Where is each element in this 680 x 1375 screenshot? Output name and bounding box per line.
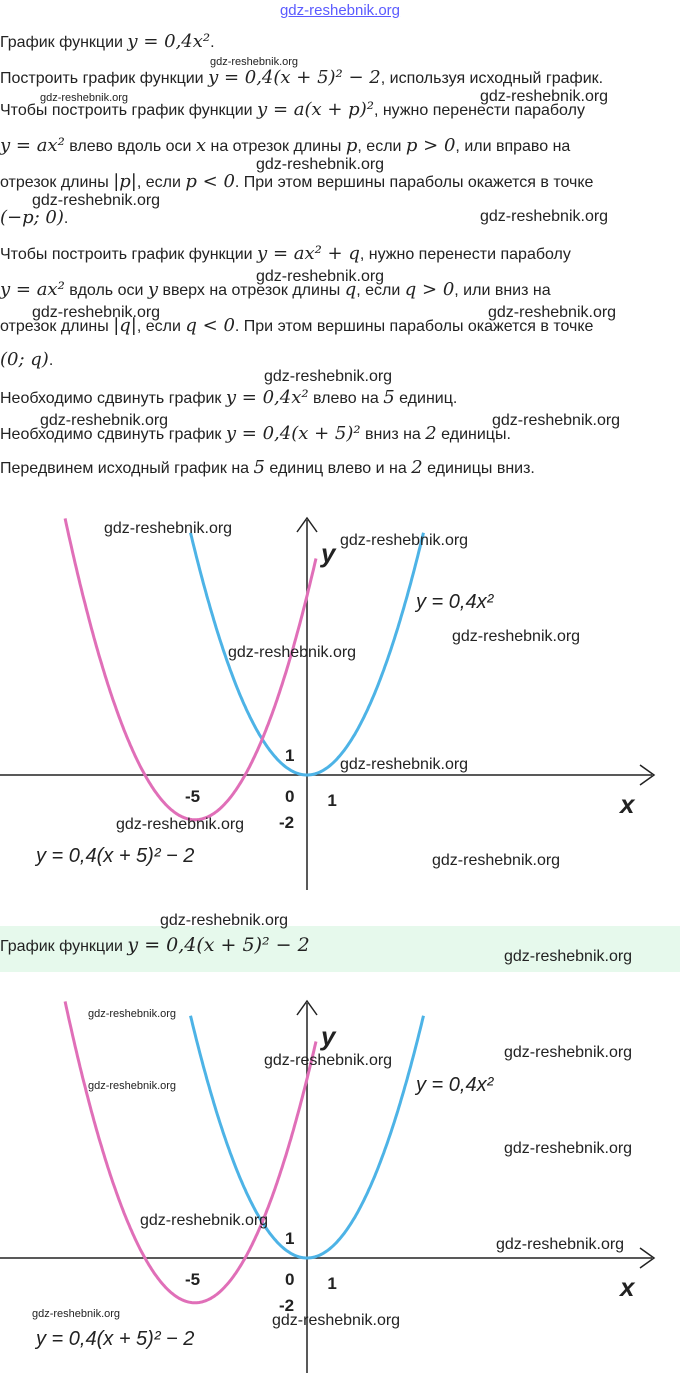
formula: y = 0,4x² [127,31,211,52]
watermark: gdz-reshebnik.org [160,912,289,929]
text-fragment: Чтобы построить график функции [0,102,258,119]
formula: p < 0 [185,171,235,192]
tick-label-origin: 0 [285,787,295,806]
formula: p [345,135,358,156]
formula: (−p; 0) [0,207,64,228]
x-axis-label: x [620,1272,635,1302]
watermark: gdz-reshebnik.org [116,816,245,833]
formula: y = a(x + p)² [257,99,374,120]
watermark: gdz-reshebnik.org [104,520,233,537]
formula: y = 0,4x² [225,387,309,408]
watermark: gdz-reshebnik.org [264,368,393,385]
text-line-1 [0,32,680,53]
tick-label-minus5: -5 [185,1270,201,1289]
watermark: gdz-reshebnik.org [210,56,299,68]
watermark: gdz-reshebnik.org [504,1140,633,1157]
formula: 5 [383,387,395,408]
formula: y = ax² + q [257,243,360,264]
watermark: gdz-reshebnik.org [452,628,581,645]
text-fragment: вниз на [360,426,426,443]
formula: y = ax² [0,135,65,156]
text-fragment: , или вниз на [454,282,551,299]
label-original-function: y = 0,4x² [416,1074,494,1096]
watermark: gdz-reshebnik.org [480,88,609,105]
text-fragment: влево вдоль оси [64,138,196,155]
formula: |p| [113,171,137,192]
x-axis-label: x [620,789,635,819]
formula: y = 0,4(x + 5)² − 2 [208,67,381,88]
tick-label-x-one: 1 [327,791,337,810]
text-fragment: Чтобы построить график функции [0,246,258,263]
watermark: gdz-reshebnik.org [432,852,561,869]
tick-label-y-one: 1 [285,1229,295,1248]
text-fragment: Необходимо сдвинуть график [0,426,226,443]
answer-label: График функции [0,938,128,955]
text-fragment: . [63,210,69,227]
formula: q > 0 [404,279,455,300]
watermark: gdz-reshebnik.org [32,1308,121,1320]
watermark: gdz-reshebnik.org [488,304,617,321]
text-fragment: единиц. [394,390,458,407]
text-fragment: на отрезок длины [206,138,346,155]
watermark: gdz-reshebnik.org [340,532,469,549]
text-fragment: , если [136,318,186,335]
tick-label-origin: 0 [285,1270,295,1289]
text-fragment: отрезок длины [0,318,114,335]
tick-label-x-one: 1 [327,1274,337,1293]
text-fragment: . При этом вершины параболы окажется в точке [234,318,594,335]
watermark: gdz-reshebnik.org [40,412,169,429]
watermark: gdz-reshebnik.org [40,92,129,104]
tick-label-y-one: 1 [285,746,295,765]
text-fragment: отрезок длины [0,174,114,191]
text-fragment: График функции [0,34,128,51]
text-fragment: Передвинем исходный график на [0,460,254,477]
text-fragment: . [210,34,215,51]
formula: y = 0,4(x + 5)² [225,423,361,444]
text-fragment: вверх на отрезок длины [158,282,345,299]
watermark: gdz-reshebnik.org [504,1044,633,1061]
formula: (0; q) [0,349,49,370]
formula: x [195,135,207,156]
answer-formula: y = 0,4(x + 5)² − 2 [127,934,310,956]
text-line-4 [0,136,680,157]
site-header-link[interactable]: gdz-reshebnik.org [279,2,401,19]
watermark: gdz-reshebnik.org [264,1052,393,1069]
text-fragment: . При этом вершины параболы окажется в точке [234,174,594,191]
watermark: gdz-reshebnik.org [480,208,609,225]
text-fragment: Необходимо сдвинуть график [0,390,226,407]
watermark: gdz-reshebnik.org [32,304,161,321]
watermark: gdz-reshebnik.org [140,1212,269,1229]
formula: 5 [253,457,265,478]
watermark: gdz-reshebnik.org [256,156,385,173]
watermark: gdz-reshebnik.org [228,644,357,661]
tick-label-minus2: -2 [279,1296,295,1315]
formula: p > 0 [405,135,456,156]
formula: q < 0 [185,315,235,336]
text-line-5 [0,172,680,193]
y-axis-label: y [321,538,336,568]
tick-label-minus5: -5 [185,787,201,806]
formula: |q| [113,315,137,336]
watermark: gdz-reshebnik.org [504,948,633,965]
text-fragment: единиц влево и на [264,460,412,477]
answer-heading [0,934,310,956]
text-fragment: . [48,352,54,369]
formula: y [147,279,159,300]
watermark: gdz-reshebnik.org [32,192,161,209]
text-fragment: вдоль оси [64,282,148,299]
watermark: gdz-reshebnik.org [256,268,385,285]
text-fragment: , нужно перенести параболу [359,246,571,263]
watermark: gdz-reshebnik.org [272,1312,401,1329]
text-fragment: , используя исходный график. [380,70,604,87]
text-line-13 [0,458,680,479]
label-original-function: y = 0,4x² [416,591,494,613]
text-fragment: единицы. [436,426,511,443]
text-fragment: единицы вниз. [422,460,535,477]
text-fragment: Построить график функции [0,70,209,87]
watermark: gdz-reshebnik.org [340,756,469,773]
text-fragment: , или вправо на [455,138,571,155]
formula: 2 [411,457,423,478]
watermark: gdz-reshebnik.org [492,412,621,429]
text-fragment: , если [136,174,186,191]
text-fragment: влево на [308,390,384,407]
text-fragment: , нужно перенести параболу [373,102,585,119]
watermark: gdz-reshebnik.org [496,1236,625,1253]
watermark: gdz-reshebnik.org [88,1080,177,1092]
text-line-7 [0,244,680,265]
label-shifted-function: y = 0,4(x + 5)² − 2 [36,1328,195,1350]
formula: 2 [425,423,437,444]
text-line-2 [0,68,680,89]
parabola-graph-1 [0,490,680,890]
text-fragment: , если [357,138,406,155]
text-line-11 [0,388,680,409]
formula: q [344,279,357,300]
text-fragment: , если [356,282,405,299]
y-axis-label: y [321,1021,336,1051]
label-shifted-function: y = 0,4(x + 5)² − 2 [36,845,195,867]
formula: y = ax² [0,279,65,300]
watermark: gdz-reshebnik.org [88,1008,177,1020]
tick-label-minus2: -2 [279,813,295,832]
